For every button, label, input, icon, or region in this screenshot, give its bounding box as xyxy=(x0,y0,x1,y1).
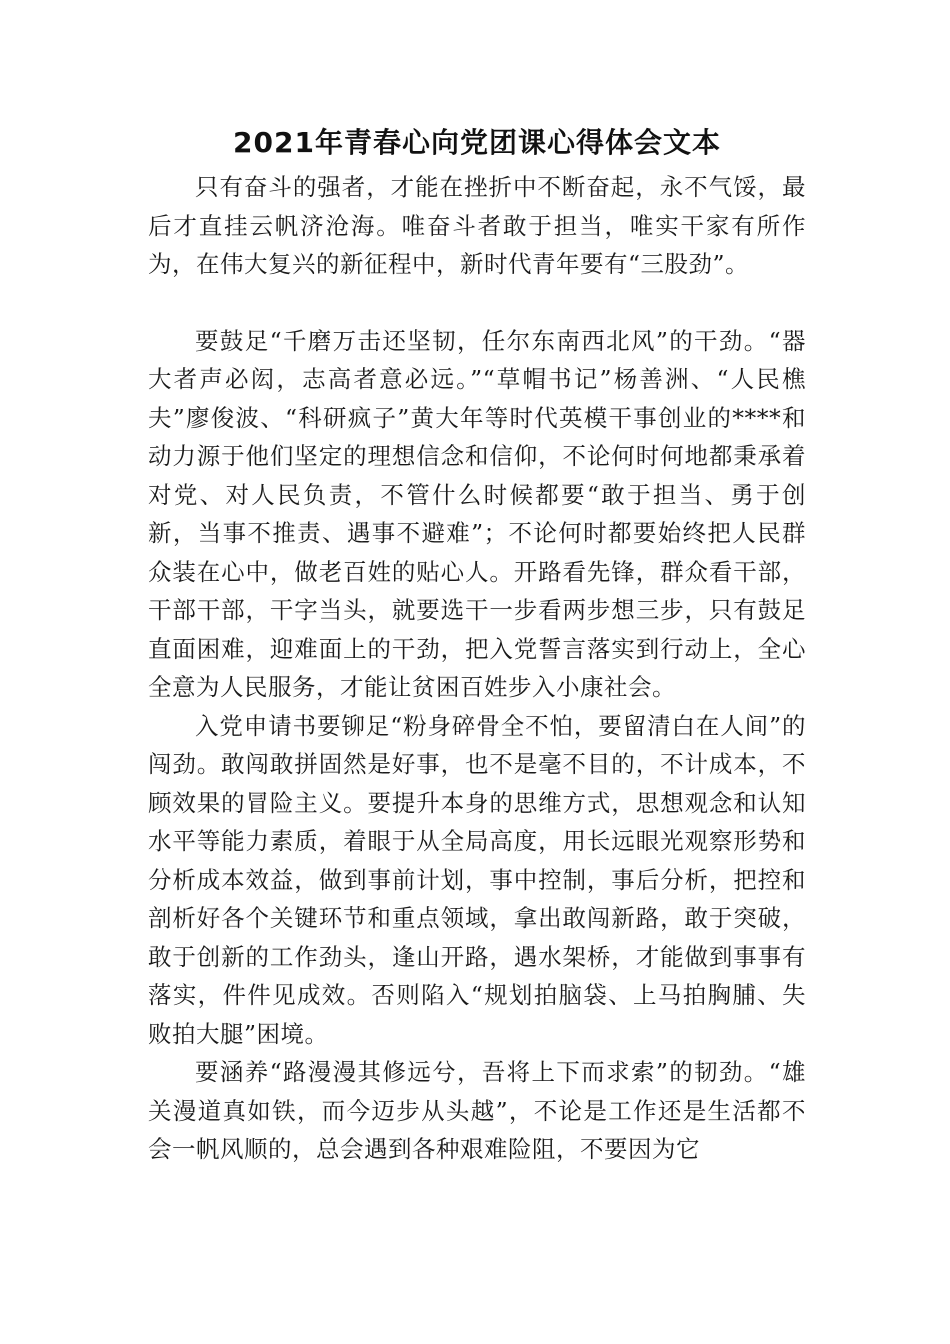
paragraph-intro: 只有奋斗的强者，才能在挫折中不断奋起，永不气馁，最后才直挂云帆济沧海。唯奋斗者敢于担当，唯实干家有所作为，在伟大复兴的新征程中，新时代青年要有“三股劲”。 xyxy=(148,173,806,278)
paragraph-drive: 要鼓足“千磨万击还坚韧，任尔东南西北风”的干劲。“器大者声必闳，志高者意必远。”“草帽书记”杨善洲、“人民樵夫”廖俊波、“科研疯子”黄大年等时代英模干事创业的****和动力源于他们坚定的理想信念和信仰，不论何时何地都秉承着对党、对人民负责，不管什么时候都要“敢于担当、勇于创新，当事不推责、遇事不避难”；不论何时都要始终把人民群众装在心中，做老百姓的贴心人。开路看先锋，群众看干部，干部干部，干字当头，就要选干一步看两步想三步，只有鼓足直面困难，迎难面上的干劲，把入党誓言落实到行动上，全心全意为人民服务，才能让贫困百姓步入小康社会。 xyxy=(148,326,806,701)
paragraph-courage: 入党申请书要铆足“粉身碎骨全不怕，要留清白在人间”的闯劲。敢闯敢拼固然是好事，也不是毫不目的，不计成本，不顾效果的冒险主义。要提升本身的思维方式，思想观念和认知水平等能力素质，着眼于从全局高度，用长远眼光观察形势和分析成本效益，做到事前计划，事中控制，事后分析，把控和剖析好各个关键环节和重点领域，拿出敢闯新路，敢于突破，敢于创新的工作劲头，逢山开路，遇水架桥，才能做到事事有落实，件件见成效。否则陷入“规划拍脑袋、上马拍胸脯、失败拍大腿”困境。 xyxy=(148,711,806,1048)
paragraph-tenacity: 要涵养“路漫漫其修远兮，吾将上下而求索”的韧劲。“雄关漫道真如铁，而今迈步从头越”，不论是工作还是生活都不会一帆风顺的，总会遇到各种艰难险阻，不要因为它 xyxy=(148,1058,806,1163)
document-page xyxy=(148,118,806,1169)
paragraph-spacer xyxy=(148,284,806,322)
document-title: 2021年青春心向党团课心得体会文本 xyxy=(233,126,721,159)
